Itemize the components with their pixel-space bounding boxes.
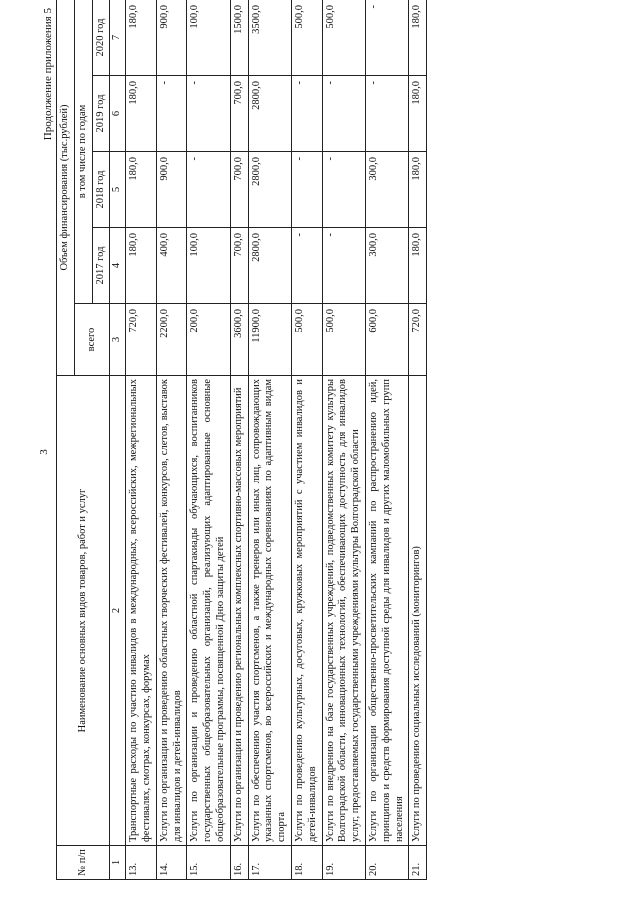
row-2019: 700,0	[230, 76, 248, 152]
row-2020: 500,0	[322, 0, 365, 76]
row-2018: 180,0	[126, 152, 157, 228]
row-2019: -	[365, 76, 408, 152]
row-total: 2200,0	[156, 304, 187, 376]
column-number: 6	[110, 76, 126, 152]
row-2018: -	[187, 152, 230, 228]
row-total: 200,0	[187, 304, 230, 376]
header-funding: Объем финансирования (тыс.рублей)	[57, 0, 75, 376]
header-total: всего	[74, 304, 110, 376]
row-2020: 500,0	[291, 0, 322, 76]
column-number: 5	[110, 152, 126, 228]
row-2020: 900,0	[156, 0, 187, 76]
row-2017: 300,0	[365, 228, 408, 304]
row-2017: -	[291, 228, 322, 304]
row-name: Услуги по организации и проведению областных творческих фестивалей, конкурсов, слетов, выставок для инвалидов и детей-инвалидов	[156, 376, 187, 846]
row-2017: 180,0	[409, 228, 427, 304]
header-year: 2018 год	[92, 152, 110, 228]
table-row	[409, 0, 427, 880]
column-number: 1	[110, 846, 126, 880]
continuation-note: Продолжение приложения 5	[42, 8, 54, 141]
row-2018: 300,0	[365, 152, 408, 228]
rotated-page-content	[40, 0, 600, 880]
header-name: Наименование основных видов товаров, работ и услуг	[57, 376, 110, 846]
table-row	[365, 0, 408, 880]
row-total: 500,0	[322, 304, 365, 376]
row-number: 19.	[322, 846, 365, 880]
row-2020: 1500,0	[230, 0, 248, 76]
row-name: Услуги по обеспечению участия спортсменов, а также тренеров или иных лиц, сопровождающих указанных спортсменов, во всероссийских и международных соревнованиях по адаптивным видам спорта	[248, 376, 291, 846]
row-2019: -	[187, 76, 230, 152]
table-row	[230, 0, 248, 880]
row-name: Услуги по внедрению на базе государственных учреждений, подведомственных комитету культуры Волгоградской области, инновационных технологий, обеспечивающих доступность для инвалидов услуг, предоставляемых государственными учреждениями культуры Волгоградской области	[322, 376, 365, 846]
row-2020: 180,0	[409, 0, 427, 76]
row-2019: -	[156, 76, 187, 152]
row-name: Услуги по организации и проведению областной спартакиады обучающихся, воспитанников государственных общеобразовательных организаций, реализующих адаптированные основные общеобразовательные программы, посвященной Дню защиты детей	[187, 376, 230, 846]
row-2019: -	[322, 76, 365, 152]
row-2019: 2800,0	[248, 76, 291, 152]
row-2017: 180,0	[126, 228, 157, 304]
row-2018: 180,0	[409, 152, 427, 228]
row-name: Транспортные расходы по участию инвалидов в международных, всероссийских, межрегиональных фестивалях, смотрах, конкурсах, форумах	[126, 376, 157, 846]
header-year: 2017 год	[92, 228, 110, 304]
row-number: 16.	[230, 846, 248, 880]
row-2017: 100,0	[187, 228, 230, 304]
row-2017: -	[322, 228, 365, 304]
row-number: 20.	[365, 846, 408, 880]
row-total: 720,0	[126, 304, 157, 376]
row-total: 11900,0	[248, 304, 291, 376]
row-2020: 180,0	[126, 0, 157, 76]
row-name: Услуги по проведению социальных исследований (мониторингов)	[409, 376, 427, 846]
table-row	[291, 0, 322, 880]
table-row	[322, 0, 365, 880]
row-2018: -	[322, 152, 365, 228]
column-number: 7	[110, 0, 126, 76]
row-total: 500,0	[291, 304, 322, 376]
table-row	[248, 0, 291, 880]
column-number: 2	[110, 376, 126, 846]
row-2019: -	[291, 76, 322, 152]
column-number: 4	[110, 228, 126, 304]
row-2018: 2800,0	[248, 152, 291, 228]
page-number: 3	[38, 449, 50, 455]
row-number: 21.	[409, 846, 427, 880]
funding-table	[56, 0, 427, 880]
row-name: Услуги по организации и проведению региональных комплексных спортивно-массовых мероприятий	[230, 376, 248, 846]
row-2017: 2800,0	[248, 228, 291, 304]
column-number: 3	[110, 304, 126, 376]
row-2020: 3500,0	[248, 0, 291, 76]
row-2017: 400,0	[156, 228, 187, 304]
row-2018: 900,0	[156, 152, 187, 228]
table-row	[126, 0, 157, 880]
table-row	[156, 0, 187, 880]
row-total: 3600,0	[230, 304, 248, 376]
row-name: Услуги по проведению культурных, досуговых, кружковых мероприятий с участием инвалидов и детей-инвалидов	[291, 376, 322, 846]
row-total: 600,0	[365, 304, 408, 376]
row-total: 720,0	[409, 304, 427, 376]
header-num: № п/п	[57, 846, 110, 880]
header-year: 2020 год	[92, 0, 110, 76]
row-number: 15.	[187, 846, 230, 880]
row-name: Услуги по организации общественно-просветительских кампаний по распространению идей, принципов и средств формирования доступной среды для инвалидов и других маломобильных групп населения	[365, 376, 408, 846]
row-2018: 700,0	[230, 152, 248, 228]
row-number: 14.	[156, 846, 187, 880]
row-2017: 700,0	[230, 228, 248, 304]
row-number: 13.	[126, 846, 157, 880]
header-year: 2019 год	[92, 76, 110, 152]
row-number: 17.	[248, 846, 291, 880]
row-number: 18.	[291, 846, 322, 880]
row-2018: -	[291, 152, 322, 228]
row-2019: 180,0	[409, 76, 427, 152]
row-2020: -	[365, 0, 408, 76]
table-row	[187, 0, 230, 880]
row-2020: 100,0	[187, 0, 230, 76]
row-2019: 180,0	[126, 76, 157, 152]
header-incl-years: в том числе по годам	[74, 0, 92, 304]
